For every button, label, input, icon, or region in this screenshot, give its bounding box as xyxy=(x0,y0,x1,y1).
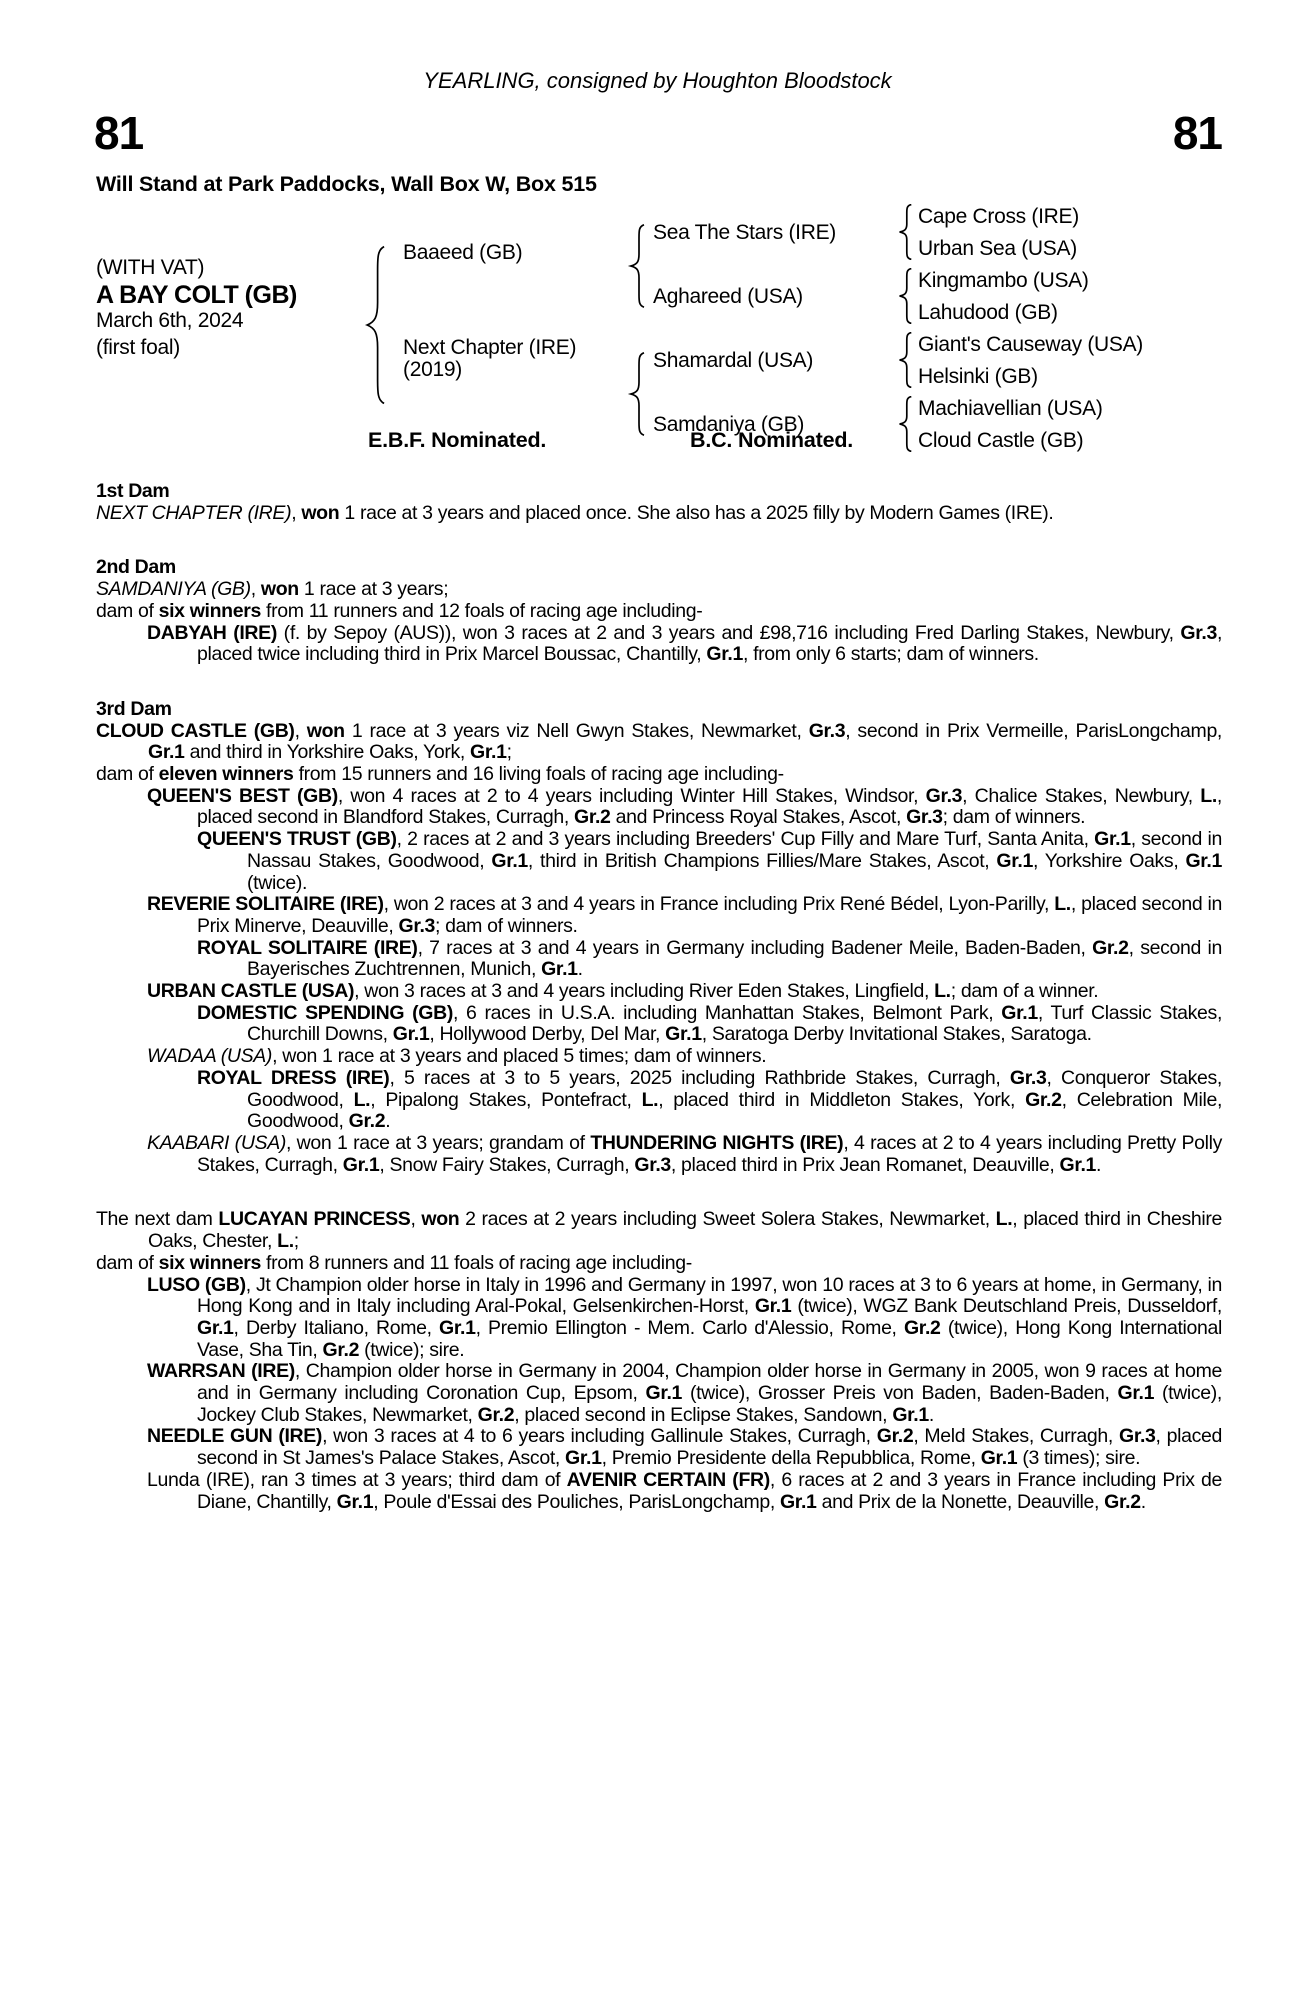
stand-location: Will Stand at Park Paddocks, Wall Box W, Box 515 xyxy=(96,172,597,196)
bc-nomination: B.C. Nominated. xyxy=(690,428,854,452)
pedigree-paragraph: dam of eleven winners from 15 runners and 16 living foals of racing age including- xyxy=(96,763,784,786)
pedigree-paragraph: DOMESTIC SPENDING (GB), 6 races in U.S.A. including Manhattan Stakes, Belmont Park, Gr.1, Turf Classic Stakes, Churchill Downs, Gr.1, Hollywood Derby, Del Mar, Gr.1, Saratoga Derby Invitational Stakes, Saratoga. xyxy=(197,1001,1223,1046)
dam-name xyxy=(403,337,576,381)
pedigree-paragraph: WARRSAN (IRE), Champion older horse in Germany in 2004, Champion older horse in Germany in 2005, won 9 races at home and in Germany including Coronation Cup, Epsom, Gr.1 (twice), Grosser Preis von Baden, Baden-Baden, Gr.1 (twice), Jockey Club Stakes, Newmarket, Gr.2, placed second in Eclipse Stakes, Sandown, Gr.1. xyxy=(147,1360,1222,1426)
pedigree-paragraph: KAABARI (USA), won 1 race at 3 years; grandam of THUNDERING NIGHTS (IRE), 4 races at 2 to 4 years including Pretty Polly Stakes, Curragh, Gr.1, Snow Fairy Stakes, Curragh, Gr.3, placed third in Prix Jean Romanet, Deauville, Gr.1. xyxy=(147,1131,1222,1176)
pedigree-paragraph: URBAN CASTLE (USA), won 3 races at 3 and 4 years including River Eden Stakes, Lingfield, L.; dam of a winner. xyxy=(147,980,1099,1003)
great-grandparent-name: Giant's Causeway (USA) xyxy=(918,333,1143,356)
foaling-date: March 6th, 2024 xyxy=(96,309,244,332)
lot-number-left: 81 xyxy=(94,107,144,159)
dam-section xyxy=(96,699,1222,1176)
foal-note: (first foal) xyxy=(96,335,180,359)
great-grandparent-name: Lahudood (GB) xyxy=(918,301,1058,324)
pedigree-paragraph: REVERIE SOLITAIRE (IRE), won 2 races at 3 and 4 years in France including Prix René Bédel, Lyon-Parilly, L., placed second in Prix Minerve, Deauville, Gr.3; dam of winners. xyxy=(147,893,1222,937)
dam-heading: 1st Dam xyxy=(96,480,170,502)
pedigree-brace xyxy=(362,245,388,405)
pedigree-paragraph: DABYAH (IRE) (f. by Sepoy (AUS)), won 3 races at 2 and 3 years and £98,716 including Fred Darling Stakes, Newbury, Gr.3, placed twice including third in Prix Marcel Boussac, Chantilly, Gr.1, from only 6 starts; dam of winners. xyxy=(147,621,1223,666)
lot-number-right: 81 xyxy=(1172,107,1222,159)
pedigree-paragraph: CLOUD CASTLE (GB), won 1 race at 3 years viz Nell Gwyn Stakes, Newmarket, Gr.3, second in Prix Vermeille, ParisLongchamp, Gr.1 and third in Yorkshire Oaks, York, Gr.1; xyxy=(96,719,1223,764)
horse-title: A BAY COLT (GB) xyxy=(96,280,297,309)
pedigree-paragraph: NEEDLE GUN (IRE), won 3 races at 4 to 6 years including Gallinule Stakes, Curragh, Gr.2, Meld Stakes, Curragh, Gr.3, placed second in St James's Palace Stakes, Ascot, Gr.1, Premio Presidente della Repubblica, Rome, Gr.1 (3 times); sire. xyxy=(147,1425,1222,1470)
pedigree-brace xyxy=(896,396,914,452)
pedigree-text xyxy=(96,481,1222,1546)
dam-section xyxy=(96,481,1222,524)
consignor-line: YEARLING, consigned by Houghton Bloodstock xyxy=(423,68,892,93)
grandsire-name: Sea The Stars (IRE) xyxy=(653,221,836,244)
great-grandparent-name: Urban Sea (USA) xyxy=(918,237,1077,260)
pedigree-paragraph: ROYAL SOLITAIRE (IRE), 7 races at 3 and 4 years in Germany including Badener Meile, Baden-Baden, Gr.2, second in Bayerisches Zuchtrennen, Munich, Gr.1. xyxy=(197,936,1222,981)
pedigree-table xyxy=(0,0,1315,470)
great-grandparent-name: Kingmambo (USA) xyxy=(918,269,1089,292)
granddam-name: Aghareed (USA) xyxy=(653,285,803,308)
great-grandparent-name: Machiavellian (USA) xyxy=(918,397,1103,420)
vat-note: (WITH VAT) xyxy=(96,256,205,279)
granddam-name: Samdaniya (GB) xyxy=(653,413,805,436)
sire-name: Baaeed (GB) xyxy=(403,241,523,264)
dam-name-line: Next Chapter (IRE) xyxy=(403,336,577,359)
pedigree-paragraph: SAMDANIYA (GB), won 1 race at 3 years; xyxy=(96,578,449,601)
pedigree-paragraph: QUEEN'S BEST (GB), won 4 races at 2 to 4 years including Winter Hill Stakes, Windsor, Gr.3, Chalice Stakes, Newbury, L., placed second in Blandford Stakes, Curragh, Gr.2 and Princess Royal Stakes, Ascot, Gr.3; dam of winners. xyxy=(147,784,1222,829)
pedigree-brace xyxy=(896,332,914,388)
pedigree-paragraph: QUEEN'S TRUST (GB), 2 races at 2 and 3 years including Breeders' Cup Filly and Mare Turf, Santa Anita, Gr.1, second in Nassau Stakes, Goodwood, Gr.1, third in British Champions Fillies/Mare Stakes, Ascot, Gr.1, Yorkshire Oaks, Gr.1 (twice). xyxy=(197,828,1222,894)
great-grandparent-name: Cloud Castle (GB) xyxy=(918,429,1084,452)
pedigree-paragraph: dam of six winners from 8 runners and 11 foals of racing age including- xyxy=(96,1251,692,1274)
pedigree-paragraph: dam of six winners from 11 runners and 12 foals of racing age including- xyxy=(96,599,703,622)
pedigree-paragraph: WADAA (USA), won 1 race at 3 years and placed 5 times; dam of winners. xyxy=(147,1045,767,1068)
ebf-nomination: E.B.F. Nominated. xyxy=(368,428,547,452)
pedigree-brace xyxy=(896,268,914,324)
grandsire-name: Shamardal (USA) xyxy=(653,349,814,372)
pedigree-paragraph: Lunda (IRE), ran 3 times at 3 years; third dam of AVENIR CERTAIN (FR), 6 races at 2 and 3 years in France including Prix de Diane, Chantilly, Gr.1, Poule d'Essai des Pouliches, ParisLongchamp, Gr.1 and Prix de la Nonette, Deauville, Gr.2. xyxy=(147,1468,1222,1513)
pedigree-paragraph: LUSO (GB), Jt Champion older horse in Italy in 1996 and Germany in 1997, won 10 races at 3 to 6 years at home, in Germany, in Hong Kong and in Italy including Aral-Pokal, Gelsenkirchen-Horst, Gr.1 (twice), WGZ Bank Deutschland Preis, Dusseldorf, Gr.1, Derby Italiano, Rome, Gr.1, Premio Ellington - Mem. Carlo d'Alessio, Rome, Gr.2 (twice), Hong Kong International Vase, Sha Tin, Gr.2 (twice); sire. xyxy=(147,1273,1222,1361)
pedigree-brace xyxy=(627,352,647,436)
dam-heading: 2nd Dam xyxy=(96,556,176,579)
dam-heading: 3rd Dam xyxy=(96,697,172,720)
great-grandparent-name: Cape Cross (IRE) xyxy=(918,205,1079,228)
pedigree-paragraph: NEXT CHAPTER (IRE), won 1 race at 3 years and placed once. She also has a 2025 filly by Modern Games (IRE). xyxy=(96,501,1054,524)
great-grandparent-name: Helsinki (GB) xyxy=(918,365,1038,388)
dam-year: (2019) xyxy=(403,358,462,381)
produce-info xyxy=(96,255,346,361)
pedigree-paragraph: ROYAL DRESS (IRE), 5 races at 3 to 5 years, 2025 including Rathbride Stakes, Curragh, Gr.3, Conqueror Stakes, Goodwood, L., Pipalong Stakes, Pontefract, L., placed third in Middleton Stakes, York, Gr.2, Celebration Mile, Goodwood, Gr.2. xyxy=(197,1066,1223,1133)
pedigree-brace xyxy=(627,224,647,308)
dam-section xyxy=(96,1209,1222,1513)
pedigree-brace xyxy=(896,204,914,260)
pedigree-paragraph: The next dam LUCAYAN PRINCESS, won 2 races at 2 years including Sweet Solera Stakes, Newmarket, L., placed third in Cheshire Oaks, Chester, L.; xyxy=(96,1208,1222,1253)
dam-section xyxy=(96,557,1222,666)
